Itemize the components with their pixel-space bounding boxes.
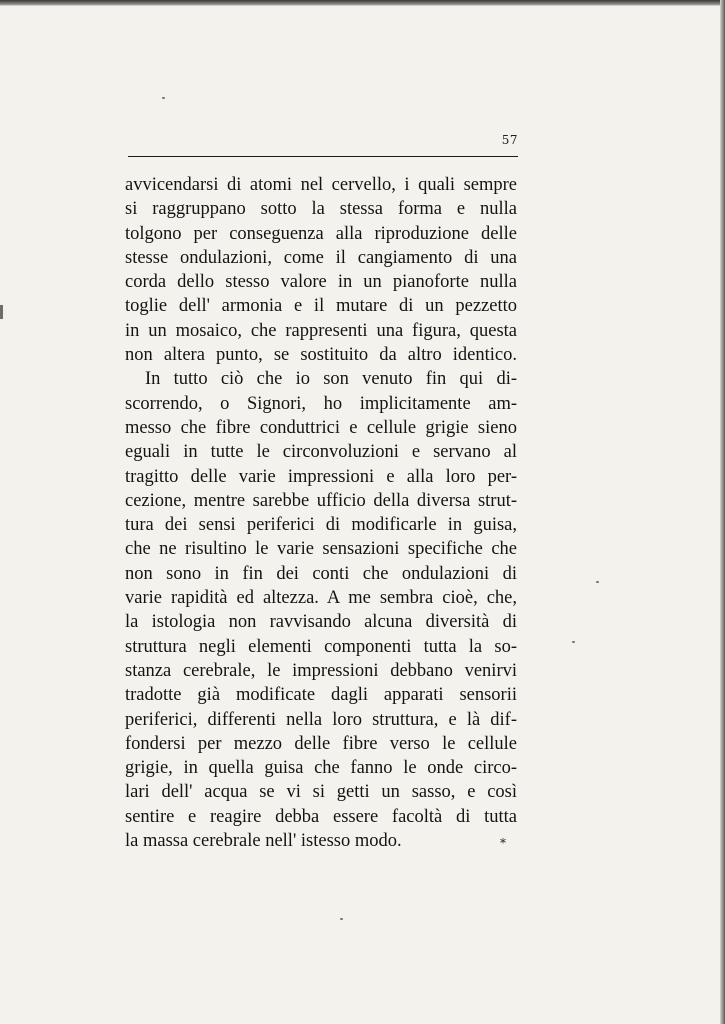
text-line: eguali in tutte le circonvoluzioni e servano al xyxy=(125,442,517,463)
text-line: struttura negli elementi componenti tutta la so- xyxy=(125,636,517,657)
text-line: che ne risultino le varie sensazioni specifiche che xyxy=(125,539,517,560)
text-line: tolgono per conseguenza alla riproduzione delle xyxy=(125,223,517,244)
paper-speck xyxy=(572,641,575,643)
text-line: toglie dell' armonia e il mutare di un pezzetto xyxy=(125,296,517,317)
text-line: si raggruppano sotto la stessa forma e nulla xyxy=(125,199,517,220)
text-line: fondersi per mezzo delle fibre verso le cellule xyxy=(125,733,517,754)
page-top-edge xyxy=(0,0,725,6)
paper-speck xyxy=(162,97,165,99)
text-line: la massa cerebrale nell' istesso modo. xyxy=(125,831,402,852)
footnote-mark: * xyxy=(500,836,506,850)
text-line: la istologia non ravvisando alcuna diversità di xyxy=(125,612,517,633)
text-line: corda dello stesso valore in un pianoforte nulla xyxy=(125,272,517,293)
text-line: varie rapidità ed altezza. A me sembra cioè, che, xyxy=(125,588,517,609)
page-right-edge xyxy=(720,0,725,1024)
text-line: stanza cerebrale, le impressioni debbano venirvi xyxy=(125,660,517,681)
margin-mark xyxy=(0,305,3,319)
page-number: 57 xyxy=(501,133,518,147)
text-line: tura dei sensi periferici di modificarle in guisa, xyxy=(125,515,517,536)
text-line: periferici, differenti nella loro struttura, e là dif- xyxy=(125,709,517,730)
text-line: sentire e reagire debba essere facoltà di tutta xyxy=(125,806,517,827)
header-rule xyxy=(128,156,518,157)
body-paragraphs xyxy=(125,173,517,853)
text-line: non altera punto, se sostituito da altro identico. xyxy=(125,345,517,366)
text-line: lari dell' acqua se vi si getti un sasso, e così xyxy=(125,782,517,803)
text-line: cezione, mentre sarebbe ufficio della diversa strut- xyxy=(125,490,517,511)
text-line: tradotte già modificate dagli apparati sensorii xyxy=(125,685,517,706)
paper-speck xyxy=(340,918,343,920)
text-line: tragitto delle varie impressioni e alla loro per- xyxy=(125,466,517,487)
text-line: In tutto ciò che io son venuto fin qui di- xyxy=(145,369,517,390)
text-line: stesse ondulazioni, come il cangiamento di una xyxy=(125,247,517,268)
paper-speck xyxy=(596,581,599,583)
text-line: non sono in fin dei conti che ondulazioni di xyxy=(125,563,517,584)
text-line: grigie, in quella guisa che fanno le onde circo- xyxy=(125,758,517,779)
text-line: messo che fibre conduttrici e cellule grigie sieno xyxy=(125,417,517,438)
text-line: scorrendo, o Signori, ho implicitamente am- xyxy=(125,393,517,414)
text-line: avvicendarsi di atomi nel cervello, i quali sempre xyxy=(125,175,517,195)
text-line: in un mosaico, che rappresenti una figura, questa xyxy=(125,320,517,341)
